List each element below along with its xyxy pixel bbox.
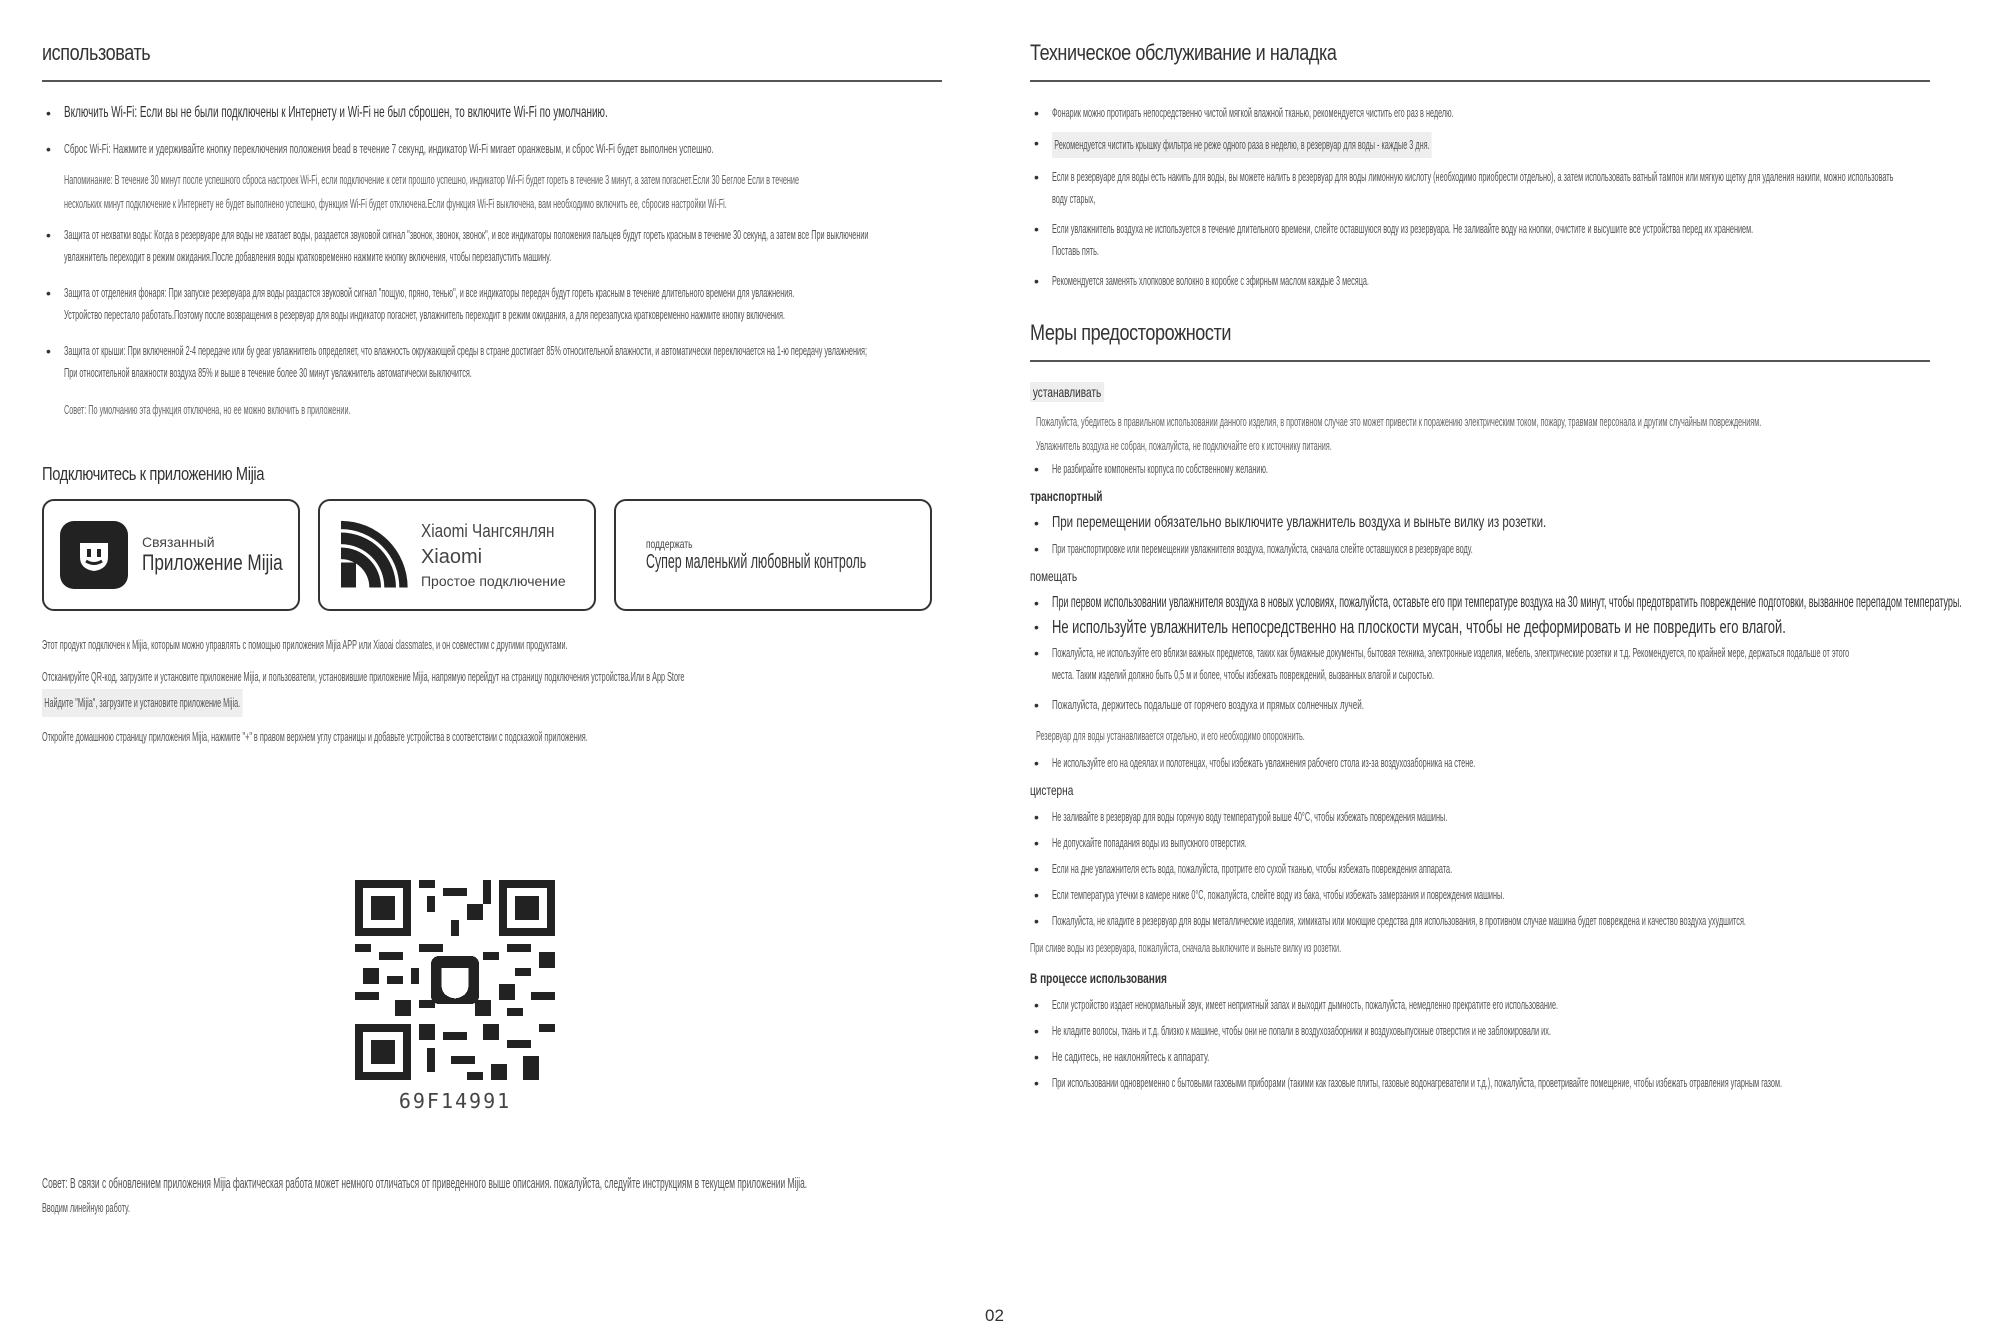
list-item: • Не садитесь, не наклоняйтесь к аппарату. bbox=[1030, 1046, 1930, 1068]
card3-big-text: Супер маленький любовный контроль bbox=[646, 550, 867, 573]
transport-heading: транспортный bbox=[1030, 488, 1103, 504]
place-list-2 bbox=[1030, 752, 1930, 774]
mijia-app-card bbox=[42, 499, 300, 611]
place-list bbox=[1030, 592, 1962, 716]
card2-line2: Xiaomi bbox=[420, 546, 483, 568]
xiaomi-connect-card bbox=[318, 499, 596, 611]
list-item: • Защита от отделения фонаря: При запуске резервуара для воды раздастся звуковой сигнал "пощую, пряно, тенью", и все индикаторы передач будут гореть красным в течение длительного времени для увлажнения. Устройство перестало работать.Поэтому после возвращения в резервуар для воды индикатор погаснет, увлажнитель переходит в режим ожидания, а для перезапуска кратковременно нажмите кнопку включения. bbox=[42, 282, 942, 326]
usage-list-2 bbox=[42, 224, 942, 384]
list-item: • Фонарик можно протирать непосредственно чистой мягкой влажной тканью, рекомендуется чистить его раз в неделю. bbox=[1030, 102, 1930, 124]
list-item: • При транспортировке или перемещении увлажнителя воздуха, пожалуйста, сначала слейте оставшуюся в резервуаре воду. bbox=[1030, 538, 1930, 560]
maintenance-title: Техническое обслуживание и наладка bbox=[1030, 40, 1337, 65]
precautions-rule bbox=[1030, 360, 1930, 362]
install-list bbox=[1030, 458, 1930, 480]
place-heading: помещать bbox=[1030, 568, 1078, 584]
tip-app-update: Совет: В связи с обновлением приложения Mijia фактическая работа может немного отличаться от приведенного выше описания. пожалуйста, следуйте инструкциям в текущем приложении Mijia. Вводим линейную работу. bbox=[42, 1175, 808, 1215]
list-item: • Пожалуйста, не используйте его вблизи важных предметов, таких как бумажные документы, бытовая техника, электронные изделия, мебель, электрические розетки и т.д. Рекомендуется, по крайней мере, держаться подальше от этого места. Таким изделий должно быть 0,5 м и более, чтобы избежать повреждений, вызванных влагой и сыростью. bbox=[1030, 642, 1930, 686]
list-item: • Не используйте его на одеялах и полотенцах, чтобы избежать увлажнения рабочего стола из-за воздухозаборника на стене. bbox=[1030, 752, 1930, 774]
mijia-para-2: Отсканируйте QR-код, загрузите и установите приложение Mijia, и пользователи, установившие приложение Mijia, напрямую перейдут на страницу подключения устройства.Или в App Store Найдите "Mijia", загрузите и установите приложение Mijia. bbox=[42, 665, 942, 717]
list-item: • Включить Wi-Fi: Если вы не были подключены к Интернету и Wi-Fi не был сброшен, то включите Wi-Fi по умолчанию. bbox=[42, 102, 942, 124]
card2-line3: Простое подключение bbox=[420, 573, 566, 589]
list-item: • При использовании одновременно с бытовыми газовыми приборами (такими как газовые плиты, газовые водонагреватели и т.д.), пожалуйста, проветривайте помещение, чтобы избежать отравления угарным газом. bbox=[1030, 1072, 1930, 1094]
list-item: • При первом использовании увлажнителя воздуха в новых условиях, пожалуйста, оставьте его при температуре воздуха на 30 минут, чтобы предотвратить повреждение подготовки, вызванное перепадом температуры. bbox=[1030, 592, 1930, 614]
right-page bbox=[1030, 40, 1962, 1098]
mijia-para-1: Этот продукт подключен к Mijia, которым можно управлять с помощью приложения Mijia APP или Xiaoai classmates, и он совместим с другими продуктами. bbox=[42, 637, 568, 652]
usage-title: использовать bbox=[42, 40, 151, 65]
maintenance-list bbox=[1030, 102, 1930, 292]
list-item: • Защита от нехватки воды: Когда в резервуаре для воды не хватает воды, раздается звуковой сигнал "звонок, звонок, звонок", и все индикаторы положения пальцев будут гореть красным в течение 30 секунд, а затем все При выключении увлажнитель переходит в режим ожидания.После добавления воды кратковременно нажмите кнопку включения, чтобы перезапустить машину. bbox=[42, 224, 942, 268]
list-item: • Защита от крыши: При включенной 2-4 передаче или бу gear увлажнитель определяет, что влажность окружающей среды в стране достигает 85% относительной влажности, и автоматически переключается на 1-ю передачу увлажнения; При относительной влажности воздуха 85% и выше в течение более 30 минут увлажнитель автоматически выключится. bbox=[42, 340, 942, 384]
install-text: Пожалуйста, убедитесь в правильном использовании данного изделия, в противном случае это может привести к поражению электрическим током, пожару, травмам персонала и другим случайным повреждениям. Увлажнитель воздуха не собран, пожалуйста, не подключайте его к источнику питания. bbox=[1036, 414, 1762, 453]
transport-list bbox=[1030, 512, 1930, 560]
title-rule bbox=[42, 80, 942, 82]
use-list bbox=[1030, 994, 1930, 1094]
list-item: • Рекомендуется чистить крышку фильтра не реже одного раза в неделю, в резервуар для воды - каждые 3 дня. bbox=[1030, 132, 1930, 158]
list-item: • Пожалуйста, не кладите в резервуар для воды металлические изделия, химикаты или моющие средства для использования, в противном случае машина будет повреждена и качество воздуха ухудшится. bbox=[1030, 910, 1930, 932]
list-item: • Если увлажнитель воздуха не используется в течение длительного времени, слейте оставшуюся воду из резервуара. Не заливайте воду на кнопки, очистите и высушите все устройства перед их хранением. Поставь пять. bbox=[1030, 218, 1930, 262]
wifi-waves-icon bbox=[336, 510, 411, 600]
list-item: • Не кладите волосы, ткань и т.д. близко к машине, чтобы они не попали в воздухозаборники и воздуховыпускные отверстия и не заблокировали их. bbox=[1030, 1020, 1930, 1042]
mijia-para-3: Откройте домашнюю страницу приложения Mijia, нажмите "+" в правом верхнем углу страницы и добавьте устройства в соответствии с подсказкой приложения. bbox=[42, 729, 588, 744]
list-item: • При перемещении обязательно выключите увлажнитель воздуха и выньте вилку из розетки. bbox=[1030, 512, 1930, 534]
install-heading: устанавливать bbox=[1030, 382, 1104, 402]
use-heading: В процессе использования bbox=[1030, 970, 1167, 986]
card1-small-text: Связанный bbox=[142, 534, 215, 550]
list-item: • Если в резервуаре для воды есть накипь для воды, вы можете налить в резервуар для воды лимонную кислоту (необходимо приобрести отдельно), а затем использовать ватный тампон или мягкую щетку для удаления накипи, можно использовать воду старых, bbox=[1030, 166, 1930, 210]
qr-code-block bbox=[355, 880, 555, 1113]
tip-default-off: Совет: По умолчанию эта функция отключена, но ее можно включить в приложении. bbox=[64, 402, 351, 417]
list-item: • Не используйте увлажнитель непосредственно на плоскости мусан, чтобы не деформировать и не повредить его влагой. bbox=[1030, 616, 1930, 638]
qr-code-image bbox=[355, 880, 555, 1080]
usage-list bbox=[42, 102, 942, 160]
list-item: • Если на дне увлажнителя есть вода, пожалуйста, протрите его сухой тканью, чтобы избежать повреждения аппарата. bbox=[1030, 858, 1930, 880]
tank-drain-note: При сливе воды из резервуара, пожалуйста, сначала выключите и выньте вилку из розетки. bbox=[1030, 940, 1342, 955]
card3-small-text: поддержать bbox=[646, 536, 693, 551]
list-item: • Рекомендуется заменять хлопковое волокно в коробке с эфирным маслом каждые 3 месяца. bbox=[1030, 270, 1930, 292]
card2-line1: Xiaomi Чангсянлян bbox=[420, 521, 555, 541]
xiaoai-card bbox=[614, 499, 932, 611]
list-item: • Если температура утечки в камере ниже 0°C, пожалуйста, слейте воду из бака, чтобы избежать замерзания и повреждения машины. bbox=[1030, 884, 1930, 906]
mijia-logo-icon bbox=[60, 521, 128, 589]
list-item: • Не разбирайте компоненты корпуса по собственному желанию. bbox=[1030, 458, 1930, 480]
list-item: • Не заливайте в резервуар для воды горячую воду температурой выше 40°C, чтобы избежать повреждения машины. bbox=[1030, 806, 1930, 828]
card1-big-text: Приложение Mijia bbox=[142, 550, 283, 575]
list-item: • Не допускайте попадания воды из выпускного отверстия. bbox=[1030, 832, 1930, 854]
page-number: 02 bbox=[985, 1306, 1004, 1325]
list-item: • Сброс Wi-Fi: Нажмите и удерживайте кнопку переключения положения bead в течение 7 секунд, индикатор Wi-Fi мигает оранжевым, и сброс Wi-Fi будет выполнен успешно. bbox=[42, 138, 942, 160]
place-tank-note: Резервуар для воды устанавливается отдельно, и его необходимо опорожнить. bbox=[1036, 728, 1305, 743]
tank-heading: цистерна bbox=[1030, 782, 1074, 798]
list-item: • Пожалуйста, держитесь подальше от горячего воздуха и прямых солнечных лучей. bbox=[1030, 694, 1930, 716]
app-cards bbox=[42, 499, 942, 611]
qr-label: 69F14991 bbox=[398, 1089, 512, 1113]
reminder-note: Напоминание: В течение 30 минут после успешного сброса настроек Wi-Fi, если подключение к сети прошло успешно, индикатор Wi-Fi будет гореть в течение 3 минут, а затем погаснет.Если 30 Беглое Если в течение нескольких минут подключение к Интернету не будет выполнено успешно, функция Wi-Fi будет отключена.Если функция Wi-Fi выключена, вам необходимо включить ее, сбросив настройки Wi-Fi. bbox=[64, 172, 800, 211]
mijia-title: Подключитесь к приложению Mijia bbox=[42, 464, 265, 484]
tank-list bbox=[1030, 806, 1930, 932]
title-rule bbox=[1030, 80, 1930, 82]
list-item: • Если устройство издает ненормальный звук, имеет неприятный запах и выходит дымность, пожалуйста, немедленно прекратите его использование. bbox=[1030, 994, 1930, 1016]
precautions-title: Меры предосторожности bbox=[1030, 320, 1232, 345]
